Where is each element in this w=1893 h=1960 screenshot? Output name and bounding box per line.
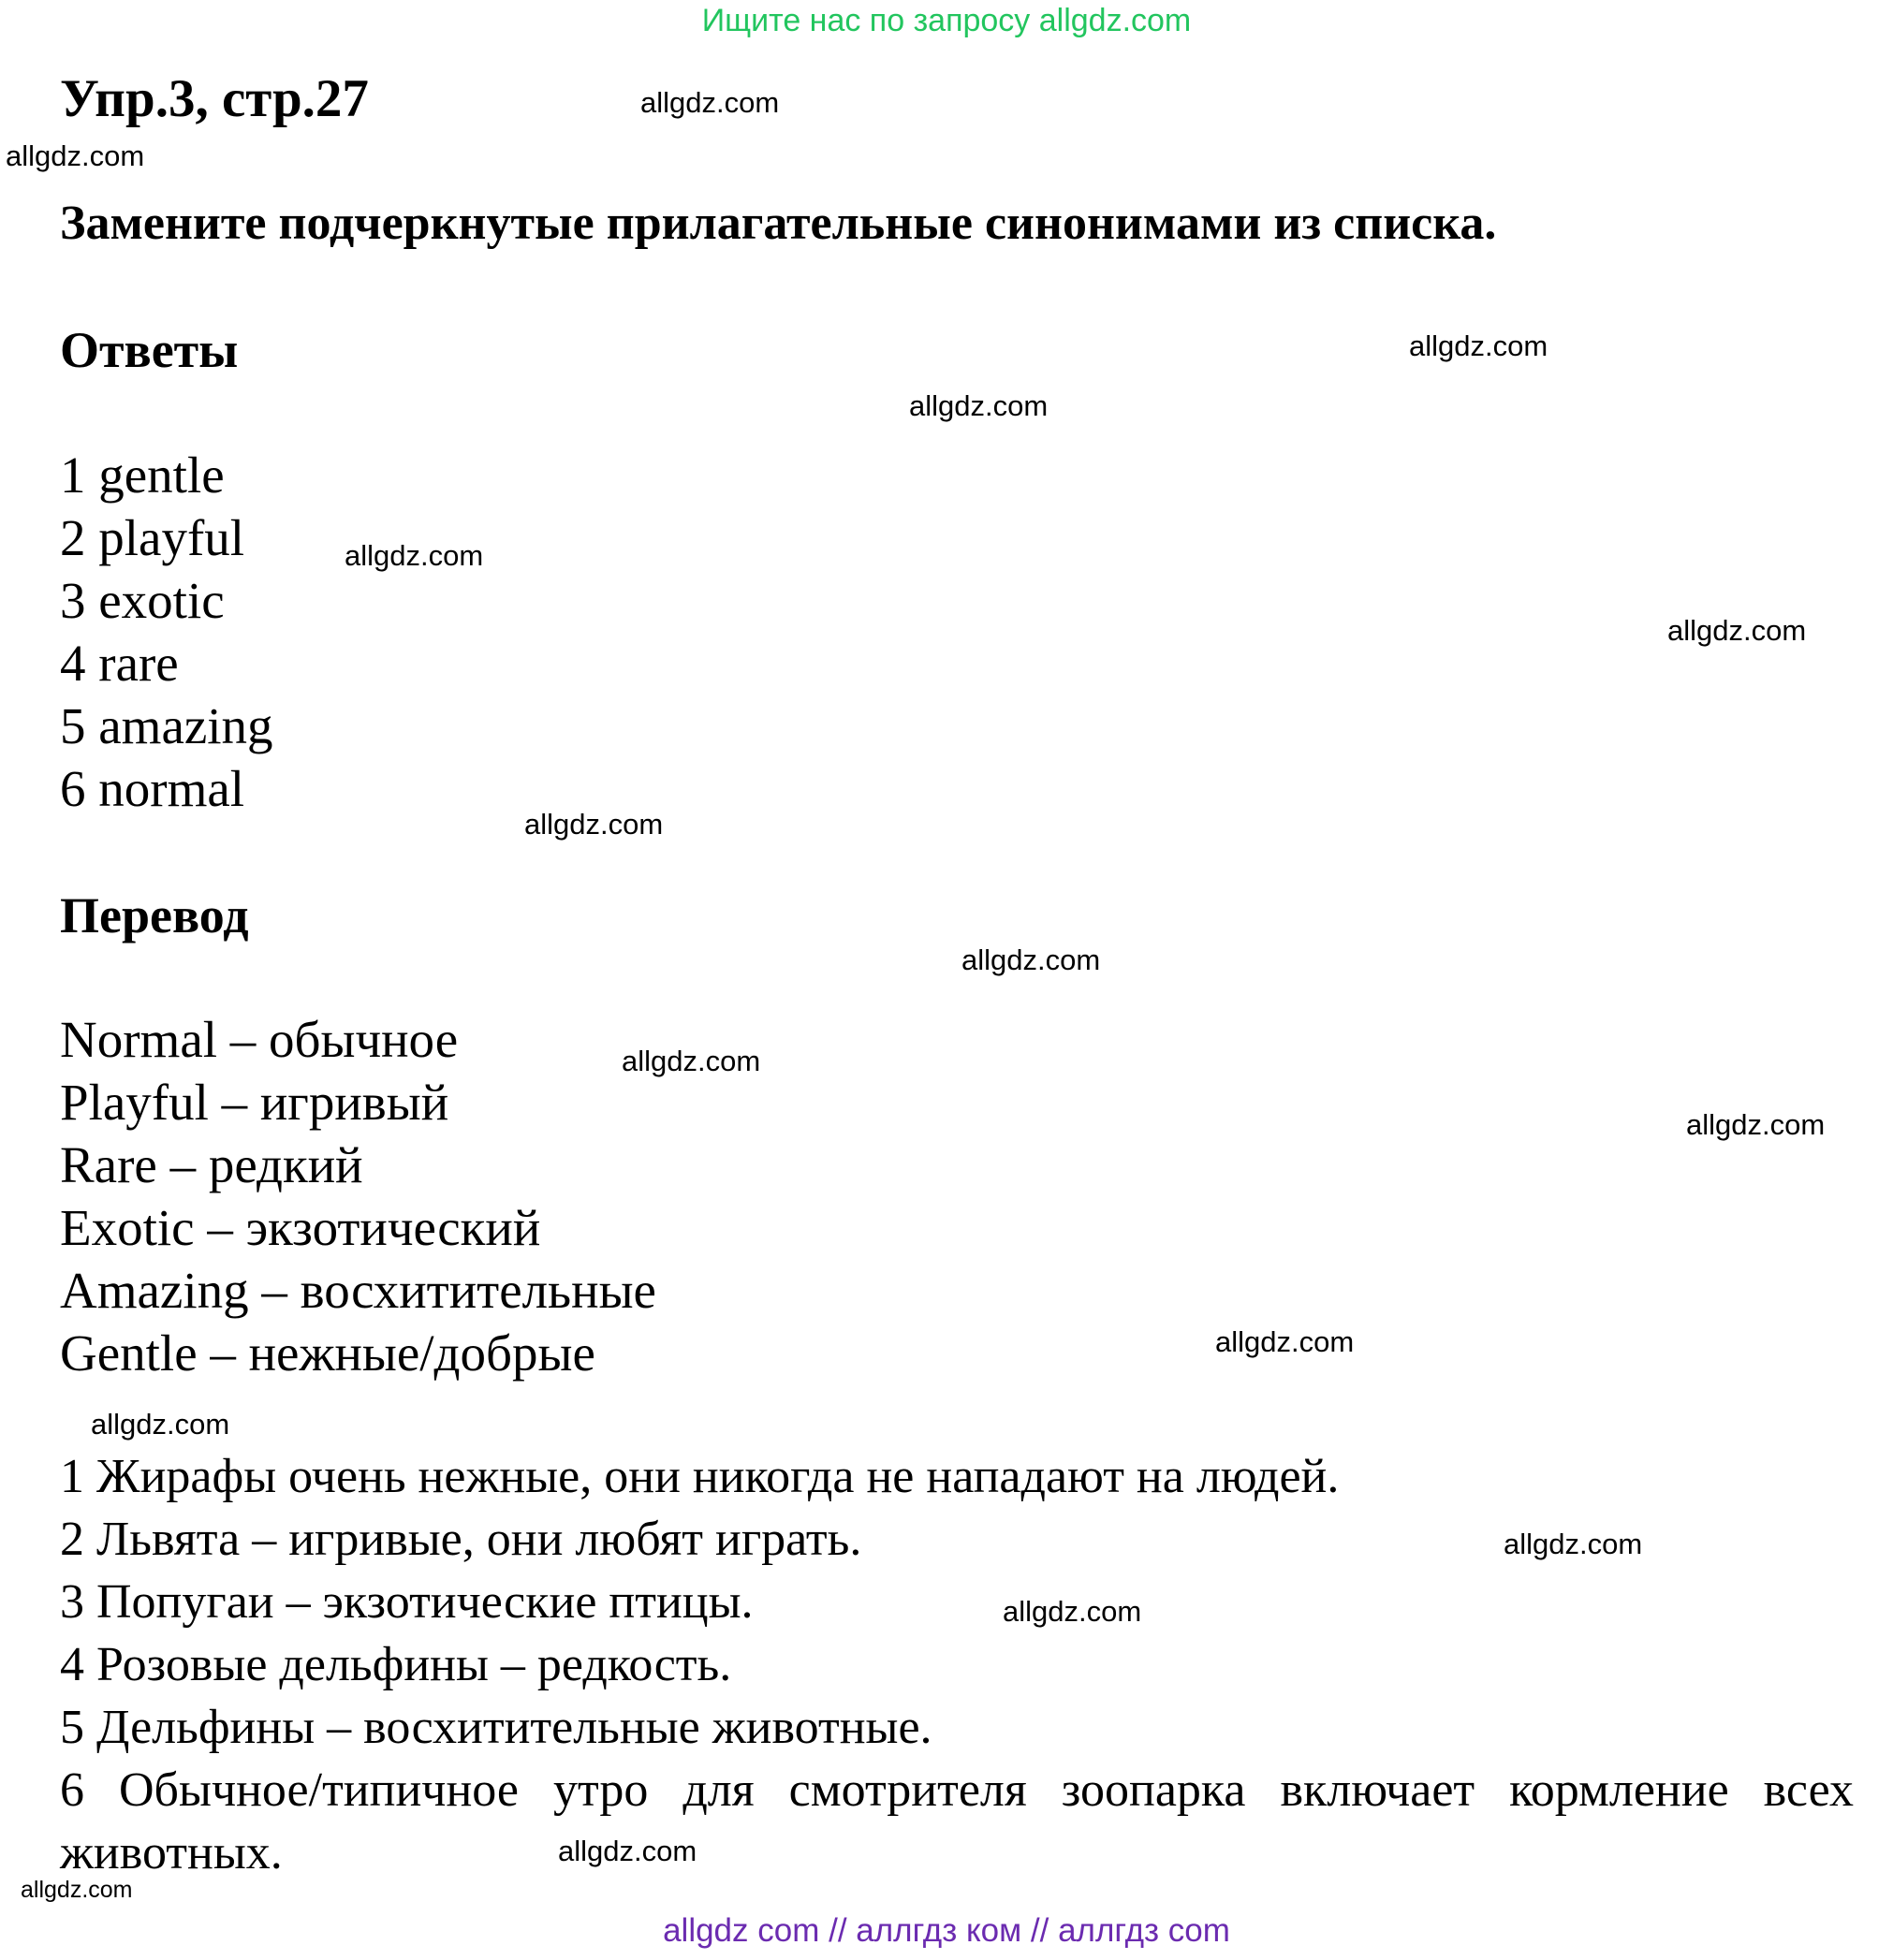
sentence-item: 1 Жирафы очень нежные, они никогда не нападают на людей. bbox=[60, 1450, 1340, 1503]
exercise-title: Упр.3, стр.27 bbox=[60, 69, 369, 128]
translated-sentences bbox=[60, 1445, 1854, 1884]
vocabulary-item: Exotic – экзотический bbox=[60, 1199, 541, 1256]
answer-item: 1 gentle bbox=[60, 446, 225, 504]
answer-item: 6 normal bbox=[60, 760, 245, 817]
vocabulary-list bbox=[60, 1008, 656, 1384]
watermark: allgdz.com bbox=[1667, 614, 1807, 647]
answer-item: 2 playful bbox=[60, 509, 245, 566]
watermark: allgdz.com bbox=[21, 1877, 133, 1903]
watermark: allgdz.com bbox=[1409, 329, 1548, 362]
answer-item: 4 rare bbox=[60, 635, 179, 692]
watermark: allgdz.com bbox=[1003, 1595, 1142, 1628]
exercise-task: Замените подчеркнутые прилагательные синонимами из списка. bbox=[60, 197, 1497, 250]
top-banner: Ищите нас по запросу allgdz.com bbox=[701, 3, 1192, 38]
sentence-item: 4 Розовые дельфины – редкость. bbox=[60, 1638, 732, 1691]
answer-item: 5 amazing bbox=[60, 697, 273, 754]
sentence-item: 3 Попугаи – экзотические птицы. bbox=[60, 1575, 754, 1629]
watermark: allgdz.com bbox=[640, 86, 780, 119]
translation-heading: Перевод bbox=[60, 887, 249, 943]
watermark: allgdz.com bbox=[622, 1045, 761, 1077]
watermark: allgdz.com bbox=[909, 389, 1049, 422]
watermark: allgdz.com bbox=[524, 808, 664, 841]
watermark: allgdz.com bbox=[91, 1408, 230, 1441]
vocabulary-item: Rare – редкий bbox=[60, 1136, 363, 1193]
sentence-item: 2 Львята – игривые, они любят играть. bbox=[60, 1513, 862, 1566]
watermark: allgdz.com bbox=[1504, 1528, 1643, 1560]
vocabulary-item: Normal – обычное bbox=[60, 1011, 459, 1068]
watermark: allgdz.com bbox=[1215, 1325, 1355, 1358]
sentence-item: 6 Обычное/типичное утро для смотрителя зоопарка включает кормление всех животных. bbox=[60, 1763, 1854, 1880]
watermark: allgdz.com bbox=[558, 1835, 697, 1867]
sentence-item: 5 Дельфины – восхитительные животные. bbox=[60, 1701, 932, 1754]
vocabulary-item: Playful – игривый bbox=[60, 1074, 449, 1131]
watermark: allgdz.com bbox=[6, 139, 145, 172]
vocabulary-item: Amazing – восхитительные bbox=[60, 1262, 656, 1319]
watermark: allgdz.com bbox=[961, 943, 1101, 976]
answer-item: 3 exotic bbox=[60, 572, 225, 629]
watermark: allgdz.com bbox=[345, 539, 484, 572]
watermark: allgdz.com bbox=[1686, 1108, 1826, 1141]
bottom-banner: allgdz com // аллгдз ком // аллгдз com bbox=[663, 1912, 1230, 1949]
answers-heading: Ответы bbox=[60, 322, 239, 378]
vocabulary-item: Gentle – нежные/добрые bbox=[60, 1324, 595, 1382]
answers-list bbox=[60, 444, 273, 820]
